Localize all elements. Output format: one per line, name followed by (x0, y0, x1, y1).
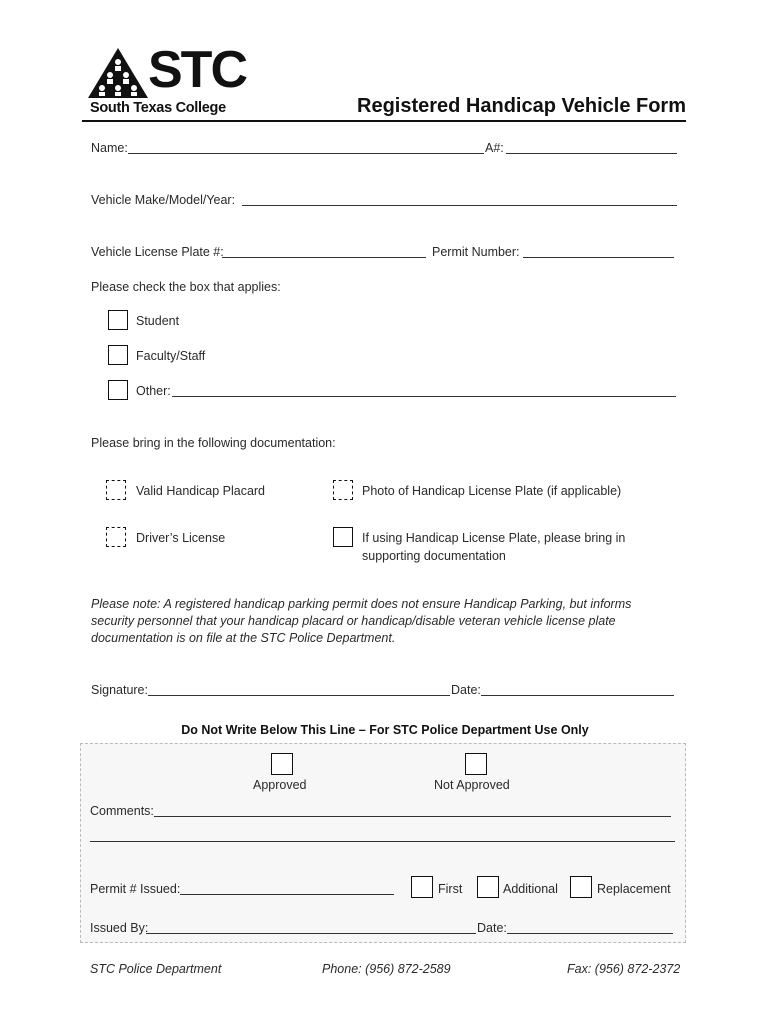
name-field[interactable] (128, 153, 484, 154)
drivers-license-checkbox[interactable] (106, 527, 126, 547)
office-use-panel (80, 743, 686, 943)
date-field[interactable] (481, 695, 674, 696)
plate-documentation-label-line1: If using Handicap License Plate, please bring in (362, 531, 626, 545)
approved-label: Approved (253, 778, 307, 792)
footer-department: STC Police Department (90, 962, 222, 976)
office-use-heading: Do Not Write Below This Line – For STC Police Department Use Only (181, 723, 589, 737)
vehicle-label: Vehicle Make/Model/Year: (91, 193, 236, 207)
placard-label: Valid Handicap Placard (136, 484, 266, 498)
photo-plate-label: Photo of Handicap License Plate (if applicable) (362, 484, 622, 498)
form-title: Registered Handicap Vehicle Form (357, 95, 686, 117)
comments-field-line-2[interactable] (90, 841, 675, 842)
office-use-heading-wrap (0, 721, 770, 739)
first-label: First (438, 882, 463, 896)
not-approved-label: Not Approved (434, 778, 510, 792)
office-date-label: Date: (477, 921, 507, 935)
name-label: Name: (91, 141, 128, 155)
student-label: Student (136, 314, 180, 328)
permit-issued-field[interactable] (180, 894, 394, 895)
vehicle-field[interactable] (242, 205, 677, 206)
issued-by-field[interactable] (146, 933, 476, 934)
approved-checkbox[interactable] (271, 753, 293, 775)
footer-phone: Phone: (956) 872-2589 (322, 962, 451, 976)
permit-issued-label: Permit # Issued: (90, 882, 181, 896)
office-date-field[interactable] (507, 933, 673, 934)
plate-label: Vehicle License Plate #: (91, 245, 224, 259)
other-checkbox[interactable] (108, 380, 128, 400)
additional-checkbox[interactable] (477, 876, 499, 898)
plate-field[interactable] (222, 257, 426, 258)
stc-logo (88, 41, 248, 120)
photo-plate-checkbox[interactable] (333, 480, 353, 500)
comments-field-line-1[interactable] (154, 816, 671, 817)
header-rule (82, 120, 686, 122)
drivers-license-label: Driver’s License (136, 531, 226, 545)
comments-label: Comments: (90, 804, 154, 818)
plate-documentation-checkbox[interactable] (333, 527, 353, 547)
note-line-1: Please note: A registered handicap parking permit does not ensure Handicap Parking, but informs (91, 597, 632, 611)
signature-field[interactable] (148, 695, 450, 696)
anumber-field[interactable] (506, 153, 677, 154)
note-line-2: security personnel that your handicap placard or handicap/disable veteran vehicle license plate (91, 614, 616, 628)
placard-checkbox[interactable] (106, 480, 126, 500)
faculty-staff-checkbox[interactable] (108, 345, 128, 365)
signature-label: Signature: (91, 683, 148, 697)
documentation-prompt: Please bring in the following documentation: (91, 436, 336, 450)
logo-wordmark: STC (148, 41, 246, 99)
other-label: Other: (136, 384, 171, 398)
faculty-staff-label: Faculty/Staff (136, 349, 206, 363)
other-field[interactable] (172, 396, 676, 397)
replacement-checkbox[interactable] (570, 876, 592, 898)
date-label: Date: (451, 683, 481, 697)
first-checkbox[interactable] (411, 876, 433, 898)
issued-by-label: Issued By: (90, 921, 149, 935)
not-approved-checkbox[interactable] (465, 753, 487, 775)
footer-fax: Fax: (956) 872-2372 (567, 962, 681, 976)
anumber-label: A#: (485, 141, 504, 155)
note-line-3: documentation is on file at the STC Police Department. (91, 631, 396, 645)
additional-label: Additional (503, 882, 558, 896)
plate-documentation-label-line2: supporting documentation (362, 549, 506, 563)
replacement-label: Replacement (597, 882, 671, 896)
permit-number-label: Permit Number: (432, 245, 520, 259)
permit-number-field[interactable] (523, 257, 674, 258)
stc-triangle-emblem-icon (88, 48, 148, 100)
student-checkbox[interactable] (108, 310, 128, 330)
applies-prompt: Please check the box that applies: (91, 280, 281, 294)
college-name: South Texas College (90, 100, 226, 116)
